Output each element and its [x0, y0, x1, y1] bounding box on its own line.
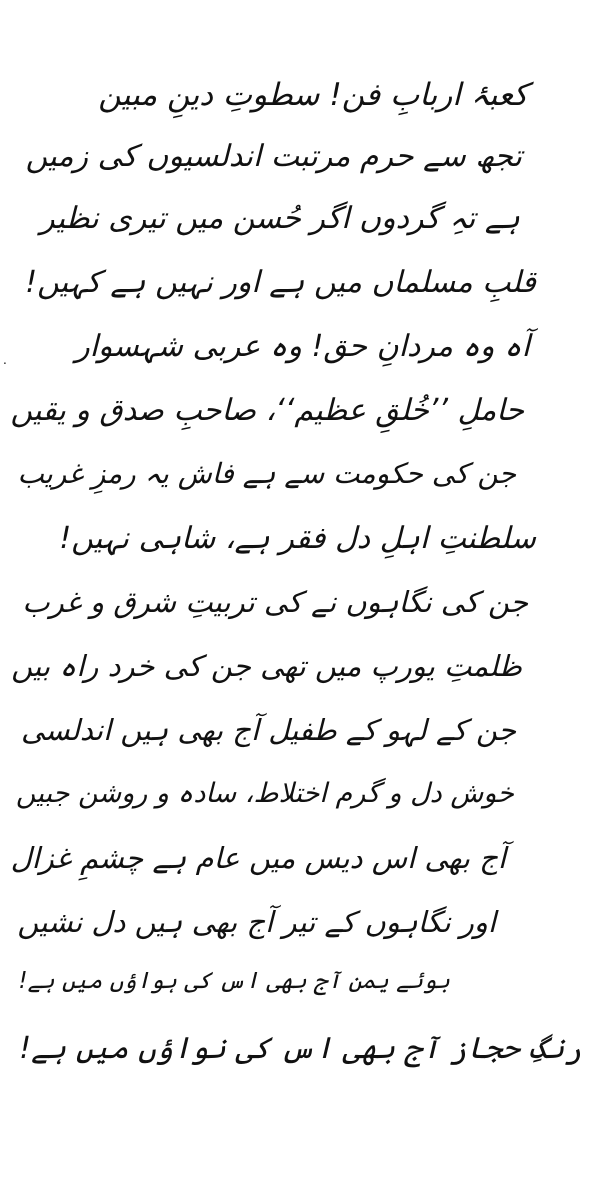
- verse-line-3: ہے تہِ گردوں اگر حُسن میں تیری نظیر: [40, 201, 520, 236]
- verse-line-14: اور نگاہوں کے تیر آج بھی ہیں دل نشیں: [17, 905, 496, 939]
- verse-line-8: سلطنتِ اہلِ دل فقر ہے، شاہی نہیں!: [59, 521, 536, 556]
- verse-line-10: ظلمتِ یورپ میں تھی جن کی خرد راہ بیں: [11, 649, 522, 683]
- verse-line-4: قلبِ مسلماں میں ہے اور نہیں ہے کہیں!: [25, 265, 536, 300]
- verse-line-6: حاملِ ’’خُلقِ عظیم‘‘، صاحبِ صدق و یقیں: [10, 393, 524, 428]
- verse-line-1: کعبۂ اربابِ فن! سطوتِ دینِ مبین: [98, 77, 528, 113]
- verse-line-12: خوش دل و گرم اختلاط، سادہ و روشن جبیں: [15, 778, 514, 809]
- verse-line-9: جن کی نگاہوں نے کی تربیتِ شرق و غرب: [22, 585, 528, 619]
- verse-line-2: تجھ سے حرم مرتبت اندلسیوں کی زمیں: [25, 139, 522, 174]
- verse-line-13: آج بھی اس دیس میں عام ہے چشمِ غزال: [10, 841, 506, 875]
- verse-line-15: بوئے یمن آج بھی اس کی ہواؤں میں ہے!: [18, 968, 450, 994]
- margin-mark: .: [3, 353, 7, 367]
- verse-line-5: آہ وہ مردانِ حق! وہ عربی شہسوار: [75, 329, 530, 364]
- verse-line-7: جن کی حکومت سے ہے فاش یہ رمزِ غریب: [17, 457, 516, 490]
- verse-line-16: رنگِ حجاز آج بھی اس کی نواؤں میں ہے!: [19, 1031, 582, 1066]
- verse-line-11: جن کے لہو کے طفیل آج بھی ہیں اندلسی: [20, 713, 516, 747]
